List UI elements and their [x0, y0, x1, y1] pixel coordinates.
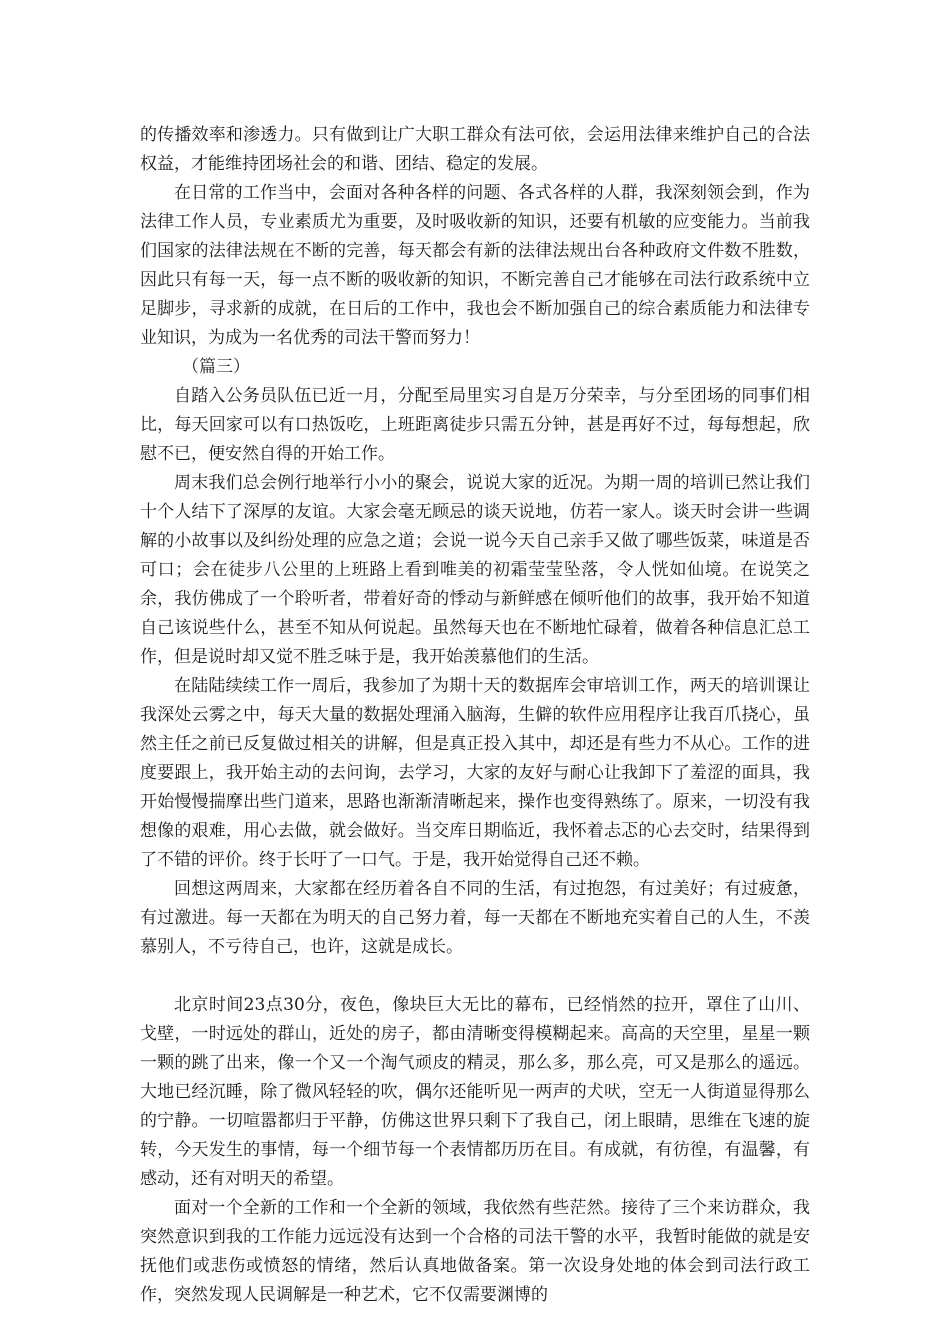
- paragraph: 的传播效率和渗透力。只有做到让广大职工群众有法可依，会运用法律来维护自己的合法权益，才能维持团场社会的和谐、团结、稳定的发展。: [140, 125, 810, 174]
- section-heading: （篇三）: [182, 357, 250, 377]
- paragraph: 北京时间23点30分，夜色，像块巨大无比的幕布，已经悄然的拉开，罩住了山川、戈壁，一时远处的群山，近处的房子，都由清晰变得模糊起来。高高的天空里，星星一颗一颗的跳了出来，像一个又一个淘气顽皮的精灵，那么多，那么亮，可又是那么的遥远。大地已经沉睡，除了微风轻轻的吹，偶尔还能听见一两声的犬吠，空无一人街道显得那么的宁静。一切喧嚣都归于平静，仿佛这世界只剩下了我自己，闭上眼睛，思维在飞速的旋转，今天发生的事情，每一个细节每一个表情都历历在目。有成就，有彷徨，有温馨，有感动，还有对明天的希望。: [140, 995, 810, 1189]
- paragraph: 周末我们总会例行地举行小小的聚会，说说大家的近况。为期一周的培训已然让我们十个人结下了深厚的友谊。大家会毫无顾忌的谈天说地，仿若一家人。谈天时会讲一些调解的小故事以及纠纷处理的应急之道；会说一说今天自己亲手又做了哪些饭菜，味道是否可口；会在徒步八公里的上班路上看到唯美的初霜莹莹坠落，令人恍如仙境。在说笑之余，我仿佛成了一个聆听者，带着好奇的悸动与新鲜感在倾听他们的故事，我开始不知道自己该说些什么，甚至不知从何说起。虽然每天也在不断地忙碌着，做着各种信息汇总工作，但是说时却又觉不胜乏味于是，我开始羡慕他们的生活。: [140, 473, 810, 667]
- paragraph: 自踏入公务员队伍已近一月，分配至局里实习自是万分荣幸，与分至团场的同事们相比，每天回家可以有口热饭吃，上班距离徒步只需五分钟，甚是再好不过，每每想起，欣慰不已，便安然自得的开始工作。: [140, 386, 810, 464]
- paragraph: 面对一个全新的工作和一个全新的领域，我依然有些茫然。接待了三个来访群众，我突然意识到我的工作能力远远没有达到一个合格的司法干警的水平，我暂时能做的就是安抚他们或悲伤或愤怒的情绪，然后认真地做备案。第一次设身处地的体会到司法行政工作，突然发现人民调解是一种艺术，它不仅需要渊博的: [140, 1198, 810, 1305]
- paragraph: 在日常的工作当中，会面对各种各样的问题、各式各样的人群，我深刻领会到，作为法律工作人员，专业素质尤为重要，及时吸收新的知识，还要有机敏的应变能力。当前我们国家的法律法规在不断的完善，每天都会有新的法律法规出台各种政府文件数不胜数，因此只有每一天，每一点不断的吸收新的知识，不断完善自己才能够在司法行政系统中立足脚步，寻求新的成就，在日后的工作中，我也会不断加强自己的综合素质能力和法律专业知识，为成为一名优秀的司法干警而努力！: [140, 183, 810, 348]
- paragraph: 在陆陆续续工作一周后，我参加了为期十天的数据库会审培训工作，两天的培训课让我深处云雾之中，每天大量的数据处理涌入脑海，生僻的软件应用程序让我百爪挠心，虽然主任之前已反复做过相关的讲解，但是真正投入其中，却还是有些力不从心。工作的进度要跟上，我开始主动的去问询，去学习，大家的友好与耐心让我卸下了羞涩的面具，我开始慢慢揣摩出些门道来，思路也渐渐清晰起来，操作也变得熟练了。原来，一切没有我想像的艰难，用心去做，就会做好。当交库日期临近，我怀着忐忑的心去交时，结果得到了不错的评价。终于长吁了一口气。于是，我开始觉得自己还不赖。: [140, 676, 810, 870]
- paragraph: 回想这两周来，大家都在经历着各自不同的生活，有过抱怨，有过美好；有过疲惫，有过激进。每一天都在为明天的自己努力着，每一天都在不断地充实着自己的人生，不羡慕别人，不亏待自己，也许，这就是成长。: [140, 879, 810, 957]
- document-body: [140, 121, 810, 1310]
- section-gap: [140, 962, 810, 991]
